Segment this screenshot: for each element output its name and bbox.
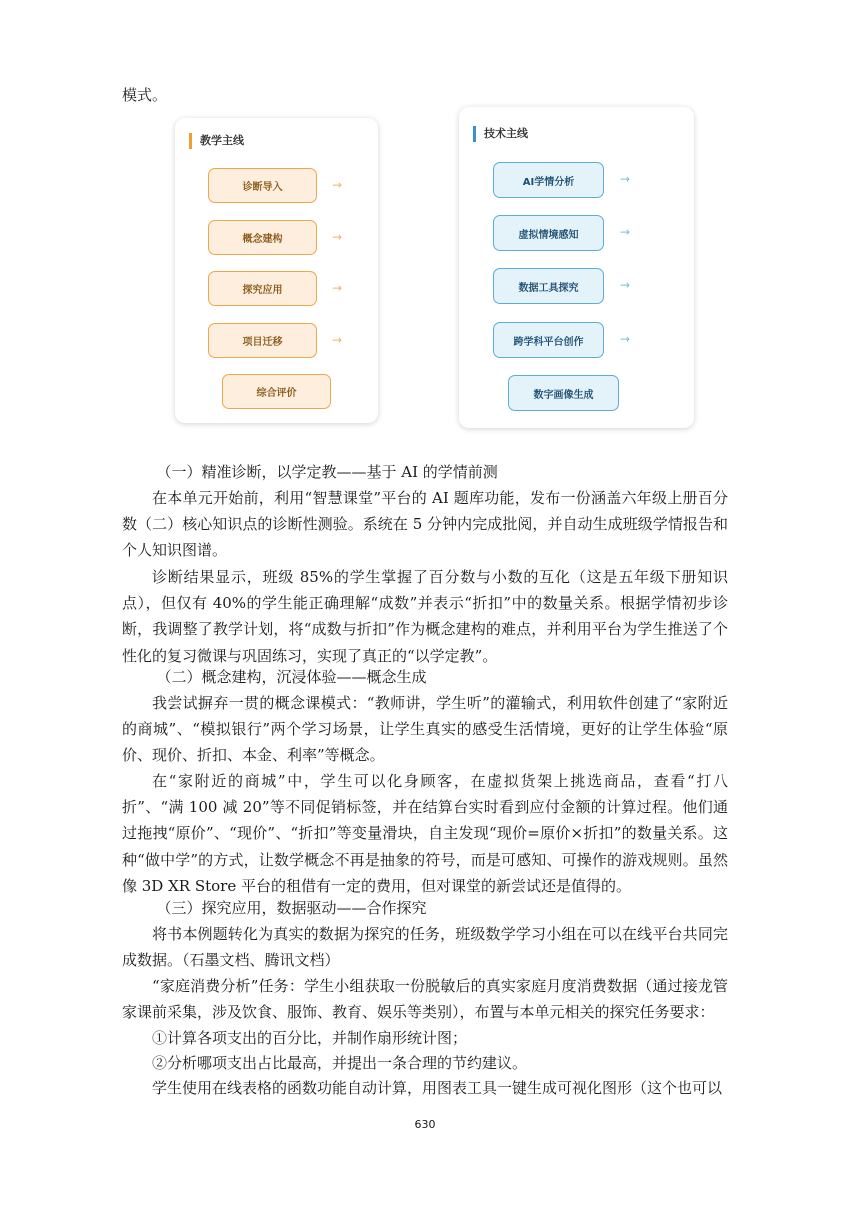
arrow-icon: →: [620, 278, 631, 292]
section-heading-2: （二）概念建构，沉浸体验——概念生成: [156, 668, 427, 686]
paragraph: 在本单元开始前，利用“智慧课堂”平台的 AI 题库功能，发布一份涵盖六年级上册百分数（二）核心知识点的诊断性测验。系统在 5 分钟内完成批阅，并自动生成班级学情报告和个人知识图谱。: [122, 489, 728, 560]
tech-step-ai-analysis: AI学情分析: [493, 162, 604, 198]
teaching-step-transfer: 项目迁移: [208, 323, 317, 358]
arrow-icon: →: [620, 332, 631, 346]
paragraph: 我尝试摒弃一贯的概念课模式：“教师讲，学生听”的灌输式，利用软件创建了“家附近的商城”、“模拟银行”两个学习场景，让学生真实的感受生活情境，更好的让学生体验“原价、现价、折扣、本金、利率”等概念。: [122, 694, 728, 765]
paragraph: “家庭消费分析”任务：学生小组获取一份脱敏后的真实家庭月度消费数据（通过接龙管家课前采集，涉及饮食、服饰、教育、娱乐等类别），布置与本单元相关的探究任务要求：: [122, 977, 728, 1022]
list-item: ①计算各项支出的百分比，并制作扇形统计图；: [152, 1029, 468, 1047]
arrow-icon: →: [332, 178, 343, 192]
paragraph: 诊断结果显示，班级 85%的学生掌握了百分数与小数的互化（这是五年级下册知识点），但仅有 40%的学生能正确理解“成数”并表示“折扣”中的数量关系。根据学情初步诊断，我调整了教学计划，将“成数与折扣”作为概念建构的难点，并利用平台为学生推送了个性化的复习微课与巩固练习，实现了真正的“以学定教”。: [122, 568, 728, 665]
paragraph: 学生使用在线表格的函数功能自动计算，用图表工具一键生成可视化图形（这个也可以: [152, 1079, 723, 1097]
teaching-step-diagnose: 诊断导入: [208, 168, 317, 203]
page-number: 630: [414, 1118, 436, 1131]
technology-track-title: 技术主线: [473, 126, 528, 142]
teaching-track-card: [175, 118, 378, 423]
technology-track-card: [459, 107, 694, 428]
arrow-icon: →: [620, 172, 631, 186]
arrow-icon: →: [332, 333, 343, 347]
teaching-step-explore: 探究应用: [208, 271, 317, 306]
section-heading-1: （一）精准诊断，以学定教——基于 AI 的学情前测: [156, 463, 498, 481]
arrow-icon: →: [332, 230, 343, 244]
teaching-step-evaluate: 综合评价: [222, 374, 331, 409]
teaching-track-title: 教学主线: [189, 133, 244, 149]
list-item: ②分析哪项支出占比最高，并提出一条合理的节约建议。: [152, 1054, 528, 1072]
tech-step-data-tools: 数据工具探究: [493, 268, 604, 304]
tech-step-digital-portrait: 数字画像生成: [508, 375, 619, 411]
teaching-step-concept: 概念建构: [208, 220, 317, 255]
lead-text: 模式。: [122, 86, 168, 104]
paragraph: 将书本例题转化为真实的数据为探究的任务，班级数学学习小组在可以在线平台共同完成数据。（石墨文档、腾讯文档）: [122, 925, 728, 970]
arrow-icon: →: [332, 281, 343, 295]
paragraph: 在“家附近的商城”中，学生可以化身顾客，在虚拟货架上挑选商品，查看“打八折”、“满 100 减 20”等不同促销标签，并在结算台实时看到应付金额的计算过程。他们通过拖拽“原价”、“现价”、“折扣”等变量滑块，自主发现“现价=原价×折扣”的数量关系。这种“做中学”的方式，让数学概念不再是抽象的符号，而是可感知、可操作的游戏规则。虽然像 3D XR Store 平台的租借有一定的费用，但对课堂的新尝试还是值得的。: [122, 772, 728, 895]
arrow-icon: →: [620, 225, 631, 239]
tech-step-cross-platform: 跨学科平台创作: [493, 322, 604, 358]
section-heading-3: （三）探究应用，数据驱动——合作探究: [156, 899, 427, 917]
tech-step-virtual-scene: 虚拟情境感知: [493, 215, 604, 251]
